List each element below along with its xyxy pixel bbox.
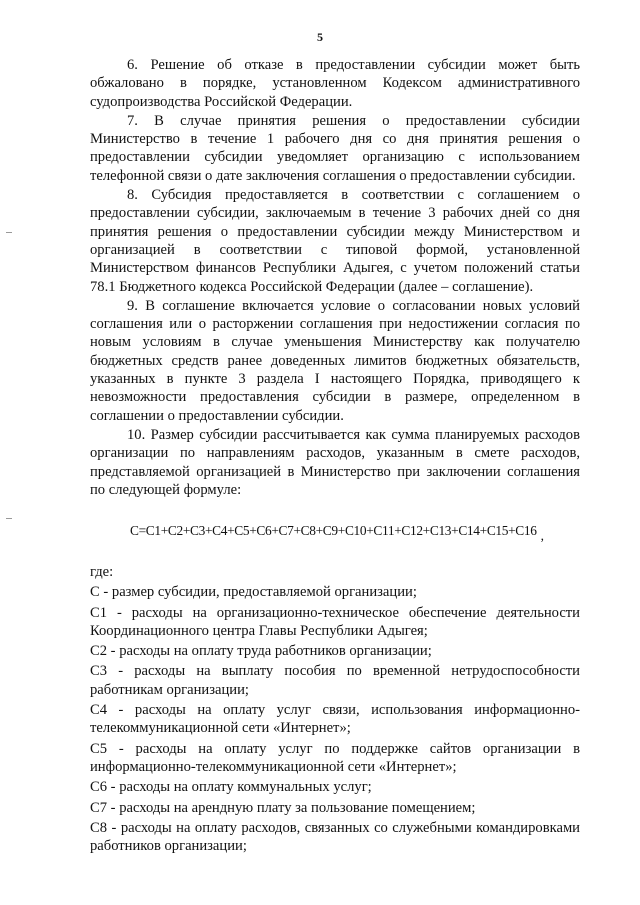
- definition-item: C7 - расходы на арендную плату за пользование помещением;: [90, 799, 476, 816]
- definition-item: C1 - расходы на организационно-техническое обеспечение деятельности Координационного центра Главы Республики Адыгея;: [90, 604, 580, 639]
- formula-comma: ,: [540, 528, 544, 543]
- definition-item: C - размер субсидии, предоставляемой организации;: [90, 584, 417, 601]
- margin-mark: [6, 518, 12, 519]
- margin-mark: [6, 232, 12, 233]
- definitions-lead: где:: [90, 564, 114, 580]
- body-text: [90, 56, 580, 500]
- paragraph-6: 6. Решение об отказе в предоставлении субсидии может быть обжаловано в порядке, установленном Кодексом административного судопроизводства Российской Федерации.: [90, 57, 580, 110]
- paragraph-10: 10. Размер субсидии рассчитывается как сумма планируемых расходов организации по направлениям расходов, указанным в смете расходов, представляемой организацией в Министерство при заключении соглашения по следующей формуле:: [90, 426, 580, 498]
- formula-expression: C=C1+C2+C3+C4+C5+C6+C7+C8+C9+C10+C11+C12+C13+C14+C15+C16: [130, 523, 537, 538]
- definitions-list: [90, 563, 580, 857]
- definition-item: C8 - расходы на оплату расходов, связанных со служебными командировками работников организации;: [90, 819, 580, 855]
- definition-item: C2 - расходы на оплату труда работников организации;: [90, 643, 432, 660]
- paragraph-7: 7. В случае принятия решения о предоставлении субсидии Министерство в течение 1 рабочего дня со дня принятия решения о предоставлении субсидии уведомляет организацию с использованием телефонной связи о дате заключения соглашения о предоставлении субсидии.: [90, 112, 580, 184]
- definition-item: C6 - расходы на оплату коммунальных услуг;: [90, 779, 372, 796]
- definition-item: C4 - расходы на оплату услуг связи, использования информационно-телекоммуникационной сети «Интернет»;: [90, 702, 580, 737]
- page-number: 5: [317, 30, 323, 44]
- paragraph-8: 8. Субсидия предоставляется в соответствии с соглашением о предоставлении субсидии, заключаемым в течение 3 рабочих дней со дня принятия решения о предоставлении субсидии между Министерством и организацией в соответствии с типовой формой, установленной Министерством финансов Республики Адыгея, с учетом положений статьи 78.1 Бюджетного кодекса Российской Федерации (далее – соглашение).: [90, 187, 580, 295]
- definition-item: C5 - расходы на оплату услуг по поддержке сайтов организации в информационно-телекоммуникационной сети «Интернет»;: [90, 740, 580, 775]
- paragraph-9: 9. В соглашение включается условие о согласовании новых условий соглашения или о расторжении соглашения при недостижении согласия по новым условиям в случае уменьшения Министерству как получателю бюджетных средств ранее доведенных лимитов бюджетных обязательств, указанных в пункте 3 раздела I настоящего Порядка, приводящего к невозможности предоставления субсидии в размере, определенном в соглашении о предоставлении субсидии.: [90, 297, 580, 424]
- subsidy-formula: [130, 523, 570, 543]
- definition-item: C3 - расходы на выплату пособия по временной нетрудоспособности работникам организации;: [90, 663, 580, 698]
